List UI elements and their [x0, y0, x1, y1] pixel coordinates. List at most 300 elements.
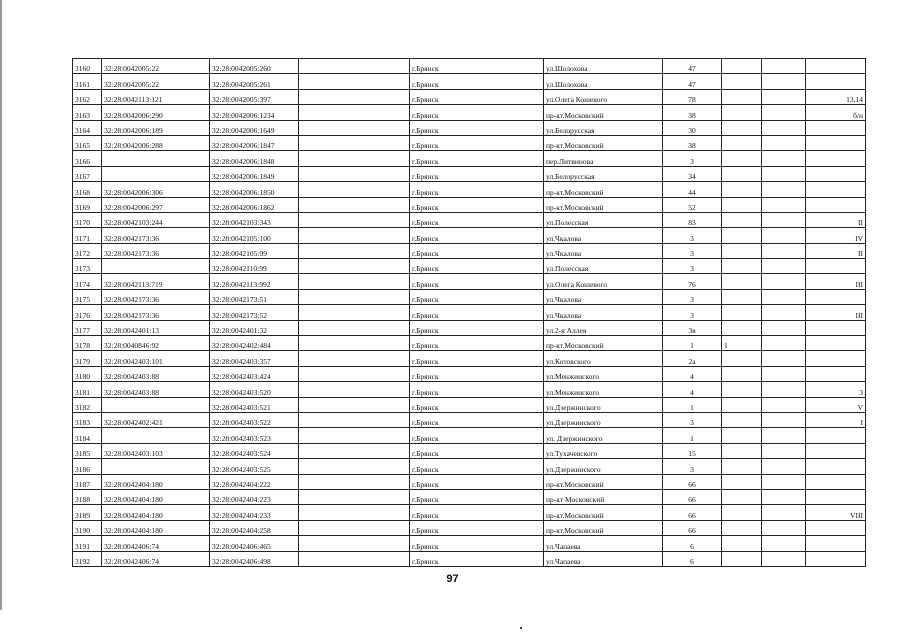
building-cell	[722, 489, 762, 504]
extra-cell	[762, 443, 806, 458]
street-cell: пр-кт.Московский	[544, 182, 663, 197]
object-cadastral-number-cell: 32:28:0042006:1849	[210, 166, 299, 181]
row-number-cell: 3187	[73, 474, 102, 489]
object-cadastral-number-cell: 32:28:0042403:523	[210, 428, 299, 443]
house-number-cell: 3в	[663, 320, 722, 335]
house-number-cell: 4	[663, 366, 722, 381]
land-cadastral-number-cell: 32:28:0042113:719	[102, 274, 210, 289]
house-number-cell: 47	[663, 74, 722, 89]
row-number-cell: 3173	[73, 259, 102, 274]
row-number-cell: 3188	[73, 489, 102, 504]
land-cadastral-number-cell: 32:28:0042006:306	[102, 182, 210, 197]
table-row	[73, 243, 866, 258]
extra-cell	[762, 520, 806, 535]
land-cadastral-number-cell: 32:28:0042173:36	[102, 243, 210, 258]
empty-cell	[299, 412, 410, 427]
premises-number-cell: б/н	[806, 105, 866, 120]
extra-cell	[762, 228, 806, 243]
city-cell: г.Брянск	[410, 166, 544, 181]
premises-number-cell	[806, 166, 866, 181]
object-cadastral-number-cell: 32:28:0042105:100	[210, 228, 299, 243]
extra-cell	[762, 474, 806, 489]
land-cadastral-number-cell: 32:28:0042403:103	[102, 443, 210, 458]
house-number-cell: 15	[663, 443, 722, 458]
land-cadastral-number-cell	[102, 151, 210, 166]
object-cadastral-number-cell: 32:28:0042403:522	[210, 412, 299, 427]
object-cadastral-number-cell: 32:28:0042103:343	[210, 212, 299, 227]
row-number-cell: 3179	[73, 351, 102, 366]
object-cadastral-number-cell: 32:28:0042401:32	[210, 320, 299, 335]
extra-cell	[762, 135, 806, 150]
object-cadastral-number-cell: 32:28:0042005:260	[210, 59, 299, 74]
house-number-cell: 78	[663, 89, 722, 104]
extra-cell	[762, 166, 806, 181]
city-cell: г.Брянск	[410, 336, 544, 351]
extra-cell	[762, 182, 806, 197]
land-cadastral-number-cell: 32:28:0042404:180	[102, 520, 210, 535]
extra-cell	[762, 274, 806, 289]
land-cadastral-number-cell: 32:28:0042406:74	[102, 551, 210, 566]
street-cell: ул.Чкалова	[544, 289, 663, 304]
premises-number-cell	[806, 474, 866, 489]
land-cadastral-number-cell: 32:28:0042406:74	[102, 536, 210, 551]
row-number-cell: 3165	[73, 135, 102, 150]
table-row	[73, 443, 866, 458]
object-cadastral-number-cell: 32:28:0042403:525	[210, 459, 299, 474]
row-number-cell: 3184	[73, 428, 102, 443]
object-cadastral-number-cell: 32:28:0042006:1862	[210, 197, 299, 212]
row-number-cell: 3189	[73, 505, 102, 520]
table-row	[73, 474, 866, 489]
premises-number-cell: I	[806, 412, 866, 427]
land-cadastral-number-cell: 32:28:0042113:121	[102, 89, 210, 104]
table-row	[73, 305, 866, 320]
empty-cell	[299, 151, 410, 166]
table-row	[73, 289, 866, 304]
city-cell: г.Брянск	[410, 243, 544, 258]
table-row	[73, 105, 866, 120]
building-cell	[722, 366, 762, 381]
street-cell: ул.Чкалова	[544, 305, 663, 320]
building-cell	[722, 428, 762, 443]
premises-number-cell	[806, 320, 866, 335]
city-cell: г.Брянск	[410, 305, 544, 320]
scan-speck	[520, 627, 522, 629]
row-number-cell: 3181	[73, 382, 102, 397]
row-number-cell: 3172	[73, 243, 102, 258]
building-cell	[722, 89, 762, 104]
extra-cell	[762, 212, 806, 227]
land-cadastral-number-cell	[102, 428, 210, 443]
object-cadastral-number-cell: 32:28:0042403:520	[210, 382, 299, 397]
object-cadastral-number-cell: 32:28:0042006:1649	[210, 120, 299, 135]
land-cadastral-number-cell: 32:28:0042402:421	[102, 412, 210, 427]
row-number-cell: 3176	[73, 305, 102, 320]
empty-cell	[299, 259, 410, 274]
city-cell: г.Брянск	[410, 382, 544, 397]
house-number-cell: 66	[663, 505, 722, 520]
extra-cell	[762, 489, 806, 504]
house-number-cell: 3	[663, 305, 722, 320]
building-cell	[722, 151, 762, 166]
city-cell: г.Брянск	[410, 259, 544, 274]
page-number: 97	[446, 573, 459, 585]
extra-cell	[762, 243, 806, 258]
land-cadastral-number-cell: 32:28:0042006:297	[102, 197, 210, 212]
table-row	[73, 366, 866, 381]
land-cadastral-number-cell	[102, 259, 210, 274]
house-number-cell: 3	[663, 243, 722, 258]
empty-cell	[299, 366, 410, 381]
empty-cell	[299, 59, 410, 74]
table-row	[73, 397, 866, 412]
building-cell: 1	[722, 336, 762, 351]
empty-cell	[299, 89, 410, 104]
row-number-cell: 3190	[73, 520, 102, 535]
land-cadastral-number-cell	[102, 459, 210, 474]
object-cadastral-number-cell: 32:28:0042006:1847	[210, 135, 299, 150]
street-cell: ул.Чапаева	[544, 551, 663, 566]
building-cell	[722, 120, 762, 135]
city-cell: г.Брянск	[410, 536, 544, 551]
house-number-cell: 30	[663, 120, 722, 135]
empty-cell	[299, 182, 410, 197]
street-cell: ул.Тухачевского	[544, 443, 663, 458]
city-cell: г.Брянск	[410, 366, 544, 381]
house-number-cell: 3	[663, 151, 722, 166]
building-cell	[722, 289, 762, 304]
object-cadastral-number-cell: 32:28:0042406:465	[210, 536, 299, 551]
house-number-cell: 44	[663, 182, 722, 197]
house-number-cell: 66	[663, 489, 722, 504]
table-row	[73, 382, 866, 397]
extra-cell	[762, 428, 806, 443]
land-cadastral-number-cell: 32:28:0042404:180	[102, 505, 210, 520]
row-number-cell: 3182	[73, 397, 102, 412]
house-number-cell: 3	[663, 289, 722, 304]
empty-cell	[299, 397, 410, 412]
street-cell: пр-кт.Московский	[544, 105, 663, 120]
object-cadastral-number-cell: 32:28:0042005:261	[210, 74, 299, 89]
building-cell	[722, 212, 762, 227]
empty-cell	[299, 289, 410, 304]
house-number-cell: 38	[663, 135, 722, 150]
object-cadastral-number-cell: 32:28:0042006:1848	[210, 151, 299, 166]
row-number-cell: 3183	[73, 412, 102, 427]
city-cell: г.Брянск	[410, 212, 544, 227]
extra-cell	[762, 351, 806, 366]
table-row	[73, 197, 866, 212]
premises-number-cell: II	[806, 212, 866, 227]
city-cell: г.Брянск	[410, 182, 544, 197]
table-row	[73, 74, 866, 89]
extra-cell	[762, 305, 806, 320]
premises-number-cell	[806, 259, 866, 274]
building-cell	[722, 259, 762, 274]
city-cell: г.Брянск	[410, 459, 544, 474]
extra-cell	[762, 366, 806, 381]
premises-number-cell: III	[806, 274, 866, 289]
land-cadastral-number-cell: 32:28:0042006:290	[102, 105, 210, 120]
street-cell: ул.Дзержинского	[544, 459, 663, 474]
city-cell: г.Брянск	[410, 474, 544, 489]
extra-cell	[762, 151, 806, 166]
empty-cell	[299, 135, 410, 150]
city-cell: г.Брянск	[410, 105, 544, 120]
empty-cell	[299, 489, 410, 504]
row-number-cell: 3170	[73, 212, 102, 227]
house-number-cell: 83	[663, 212, 722, 227]
street-cell: пр-кт.Московский	[544, 520, 663, 535]
empty-cell	[299, 120, 410, 135]
extra-cell	[762, 259, 806, 274]
extra-cell	[762, 197, 806, 212]
premises-number-cell	[806, 120, 866, 135]
object-cadastral-number-cell: 32:28:0042402:484	[210, 336, 299, 351]
object-cadastral-number-cell: 32:28:0042110:99	[210, 259, 299, 274]
premises-number-cell	[806, 351, 866, 366]
house-number-cell: 1	[663, 397, 722, 412]
city-cell: г.Брянск	[410, 443, 544, 458]
building-cell	[722, 197, 762, 212]
table-row	[73, 412, 866, 427]
premises-number-cell: VIII	[806, 505, 866, 520]
premises-number-cell: V	[806, 397, 866, 412]
land-cadastral-number-cell: 32:28:0042103:244	[102, 212, 210, 227]
street-cell: ул.Менжинского	[544, 366, 663, 381]
building-cell	[722, 459, 762, 474]
house-number-cell: 38	[663, 105, 722, 120]
row-number-cell: 3186	[73, 459, 102, 474]
land-cadastral-number-cell: 32:28:0042005:22	[102, 74, 210, 89]
land-cadastral-number-cell: 32:28:0042005:22	[102, 59, 210, 74]
street-cell: пер.Литвинова	[544, 151, 663, 166]
building-cell	[722, 320, 762, 335]
building-cell	[722, 74, 762, 89]
premises-number-cell	[806, 489, 866, 504]
row-number-cell: 3163	[73, 105, 102, 120]
building-cell	[722, 443, 762, 458]
table-row	[73, 89, 866, 104]
premises-number-cell: III	[806, 305, 866, 320]
building-cell	[722, 551, 762, 566]
object-cadastral-number-cell: 32:28:0042403:424	[210, 366, 299, 381]
building-cell	[722, 474, 762, 489]
street-cell: ул.Белорусская	[544, 120, 663, 135]
house-number-cell: 34	[663, 166, 722, 181]
table-row	[73, 459, 866, 474]
premises-number-cell	[806, 74, 866, 89]
row-number-cell: 3175	[73, 289, 102, 304]
land-cadastral-number-cell: 32:28:0042403:101	[102, 351, 210, 366]
table-row	[73, 212, 866, 227]
empty-cell	[299, 351, 410, 366]
building-cell	[722, 305, 762, 320]
city-cell: г.Брянск	[410, 289, 544, 304]
row-number-cell: 3169	[73, 197, 102, 212]
premises-number-cell	[806, 182, 866, 197]
premises-number-cell	[806, 289, 866, 304]
table-row	[73, 505, 866, 520]
object-cadastral-number-cell: 32:28:0042113:992	[210, 274, 299, 289]
empty-cell	[299, 105, 410, 120]
empty-cell	[299, 320, 410, 335]
house-number-cell: 2а	[663, 351, 722, 366]
house-number-cell: 47	[663, 59, 722, 74]
empty-cell	[299, 443, 410, 458]
land-cadastral-number-cell	[102, 166, 210, 181]
city-cell: г.Брянск	[410, 59, 544, 74]
city-cell: г.Брянск	[410, 351, 544, 366]
table-row	[73, 520, 866, 535]
land-cadastral-number-cell: 32:28:0042401:13	[102, 320, 210, 335]
street-cell: ул.2-я Аллея	[544, 320, 663, 335]
empty-cell	[299, 520, 410, 535]
building-cell	[722, 182, 762, 197]
extra-cell	[762, 536, 806, 551]
table-row	[73, 135, 866, 150]
street-cell: ул.Чапаева	[544, 536, 663, 551]
premises-number-cell: 13,14	[806, 89, 866, 104]
building-cell	[722, 105, 762, 120]
empty-cell	[299, 474, 410, 489]
row-number-cell: 3178	[73, 336, 102, 351]
row-number-cell: 3171	[73, 228, 102, 243]
house-number-cell: 4	[663, 382, 722, 397]
street-cell: ул.Котовского	[544, 351, 663, 366]
row-number-cell: 3192	[73, 551, 102, 566]
row-number-cell: 3177	[73, 320, 102, 335]
object-cadastral-number-cell: 32:28:0042403:521	[210, 397, 299, 412]
empty-cell	[299, 166, 410, 181]
city-cell: г.Брянск	[410, 151, 544, 166]
extra-cell	[762, 320, 806, 335]
empty-cell	[299, 459, 410, 474]
object-cadastral-number-cell: 32:28:0042404:233	[210, 505, 299, 520]
city-cell: г.Брянск	[410, 428, 544, 443]
empty-cell	[299, 74, 410, 89]
street-cell: пр-кт.Московский	[544, 336, 663, 351]
premises-number-cell	[806, 536, 866, 551]
city-cell: г.Брянск	[410, 274, 544, 289]
street-cell: пр-кт Московский	[544, 489, 663, 504]
city-cell: г.Брянск	[410, 120, 544, 135]
house-number-cell: 52	[663, 197, 722, 212]
building-cell	[722, 351, 762, 366]
street-cell: пр-кт.Московский	[544, 135, 663, 150]
row-number-cell: 3160	[73, 59, 102, 74]
object-cadastral-number-cell: 32:28:0042404:222	[210, 474, 299, 489]
building-cell	[722, 397, 762, 412]
city-cell: г.Брянск	[410, 135, 544, 150]
premises-number-cell	[806, 197, 866, 212]
street-cell: ул.Олега Кошевого	[544, 274, 663, 289]
city-cell: г.Брянск	[410, 412, 544, 427]
premises-number-cell	[806, 151, 866, 166]
premises-number-cell	[806, 520, 866, 535]
land-cadastral-number-cell: 32:28:0042403:88	[102, 382, 210, 397]
table-row	[73, 428, 866, 443]
row-number-cell: 3164	[73, 120, 102, 135]
empty-cell	[299, 228, 410, 243]
premises-number-cell	[806, 366, 866, 381]
empty-cell	[299, 382, 410, 397]
table-row	[73, 182, 866, 197]
street-cell: ул.Белорусская	[544, 166, 663, 181]
street-cell: ул.Полесская	[544, 259, 663, 274]
street-cell: ул.Шолохова	[544, 59, 663, 74]
city-cell: г.Брянск	[410, 228, 544, 243]
premises-number-cell: II	[806, 243, 866, 258]
premises-number-cell	[806, 443, 866, 458]
object-cadastral-number-cell: 32:28:0042403:357	[210, 351, 299, 366]
table-row	[73, 120, 866, 135]
row-number-cell: 3168	[73, 182, 102, 197]
empty-cell	[299, 197, 410, 212]
house-number-cell: 66	[663, 520, 722, 535]
row-number-cell: 3167	[73, 166, 102, 181]
extra-cell	[762, 459, 806, 474]
row-number-cell: 3180	[73, 366, 102, 381]
table-row	[73, 489, 866, 504]
premises-number-cell: 3	[806, 382, 866, 397]
street-cell: пр-кт.Московский	[544, 474, 663, 489]
street-cell: ул.Дзержинского	[544, 397, 663, 412]
building-cell	[722, 505, 762, 520]
land-cadastral-number-cell: 32:28:0042404:180	[102, 474, 210, 489]
street-cell: ул.Олега Кошевого	[544, 89, 663, 104]
extra-cell	[762, 289, 806, 304]
house-number-cell: 3	[663, 228, 722, 243]
house-number-cell: 3	[663, 259, 722, 274]
land-cadastral-number-cell: 32:28:0042173:36	[102, 289, 210, 304]
land-cadastral-number-cell: 32:28:0040846:92	[102, 336, 210, 351]
object-cadastral-number-cell: 32:28:0042406:498	[210, 551, 299, 566]
extra-cell	[762, 336, 806, 351]
premises-number-cell	[806, 135, 866, 150]
object-cadastral-number-cell: 32:28:0042403:524	[210, 443, 299, 458]
table-row	[73, 166, 866, 181]
extra-cell	[762, 551, 806, 566]
city-cell: г.Брянск	[410, 320, 544, 335]
extra-cell	[762, 412, 806, 427]
street-cell: пр-кт.Московский	[544, 197, 663, 212]
house-number-cell: 76	[663, 274, 722, 289]
premises-number-cell	[806, 336, 866, 351]
city-cell: г.Брянск	[410, 89, 544, 104]
land-cadastral-number-cell	[102, 397, 210, 412]
building-cell	[722, 412, 762, 427]
empty-cell	[299, 212, 410, 227]
house-number-cell: 6	[663, 551, 722, 566]
premises-number-cell	[806, 428, 866, 443]
street-cell: ул. Дзержинского	[544, 428, 663, 443]
extra-cell	[762, 397, 806, 412]
house-number-cell: 1	[663, 336, 722, 351]
table-row	[73, 351, 866, 366]
house-number-cell: 3	[663, 459, 722, 474]
scan-left-edge	[0, 0, 2, 610]
object-cadastral-number-cell: 32:28:0042404:258	[210, 520, 299, 535]
table-row	[73, 551, 866, 566]
table-row	[73, 228, 866, 243]
empty-cell	[299, 428, 410, 443]
land-cadastral-number-cell: 32:28:0042403:88	[102, 366, 210, 381]
street-cell: ул.Шолохова	[544, 74, 663, 89]
registry-rows	[73, 59, 866, 567]
city-cell: г.Брянск	[410, 520, 544, 535]
building-cell	[722, 382, 762, 397]
